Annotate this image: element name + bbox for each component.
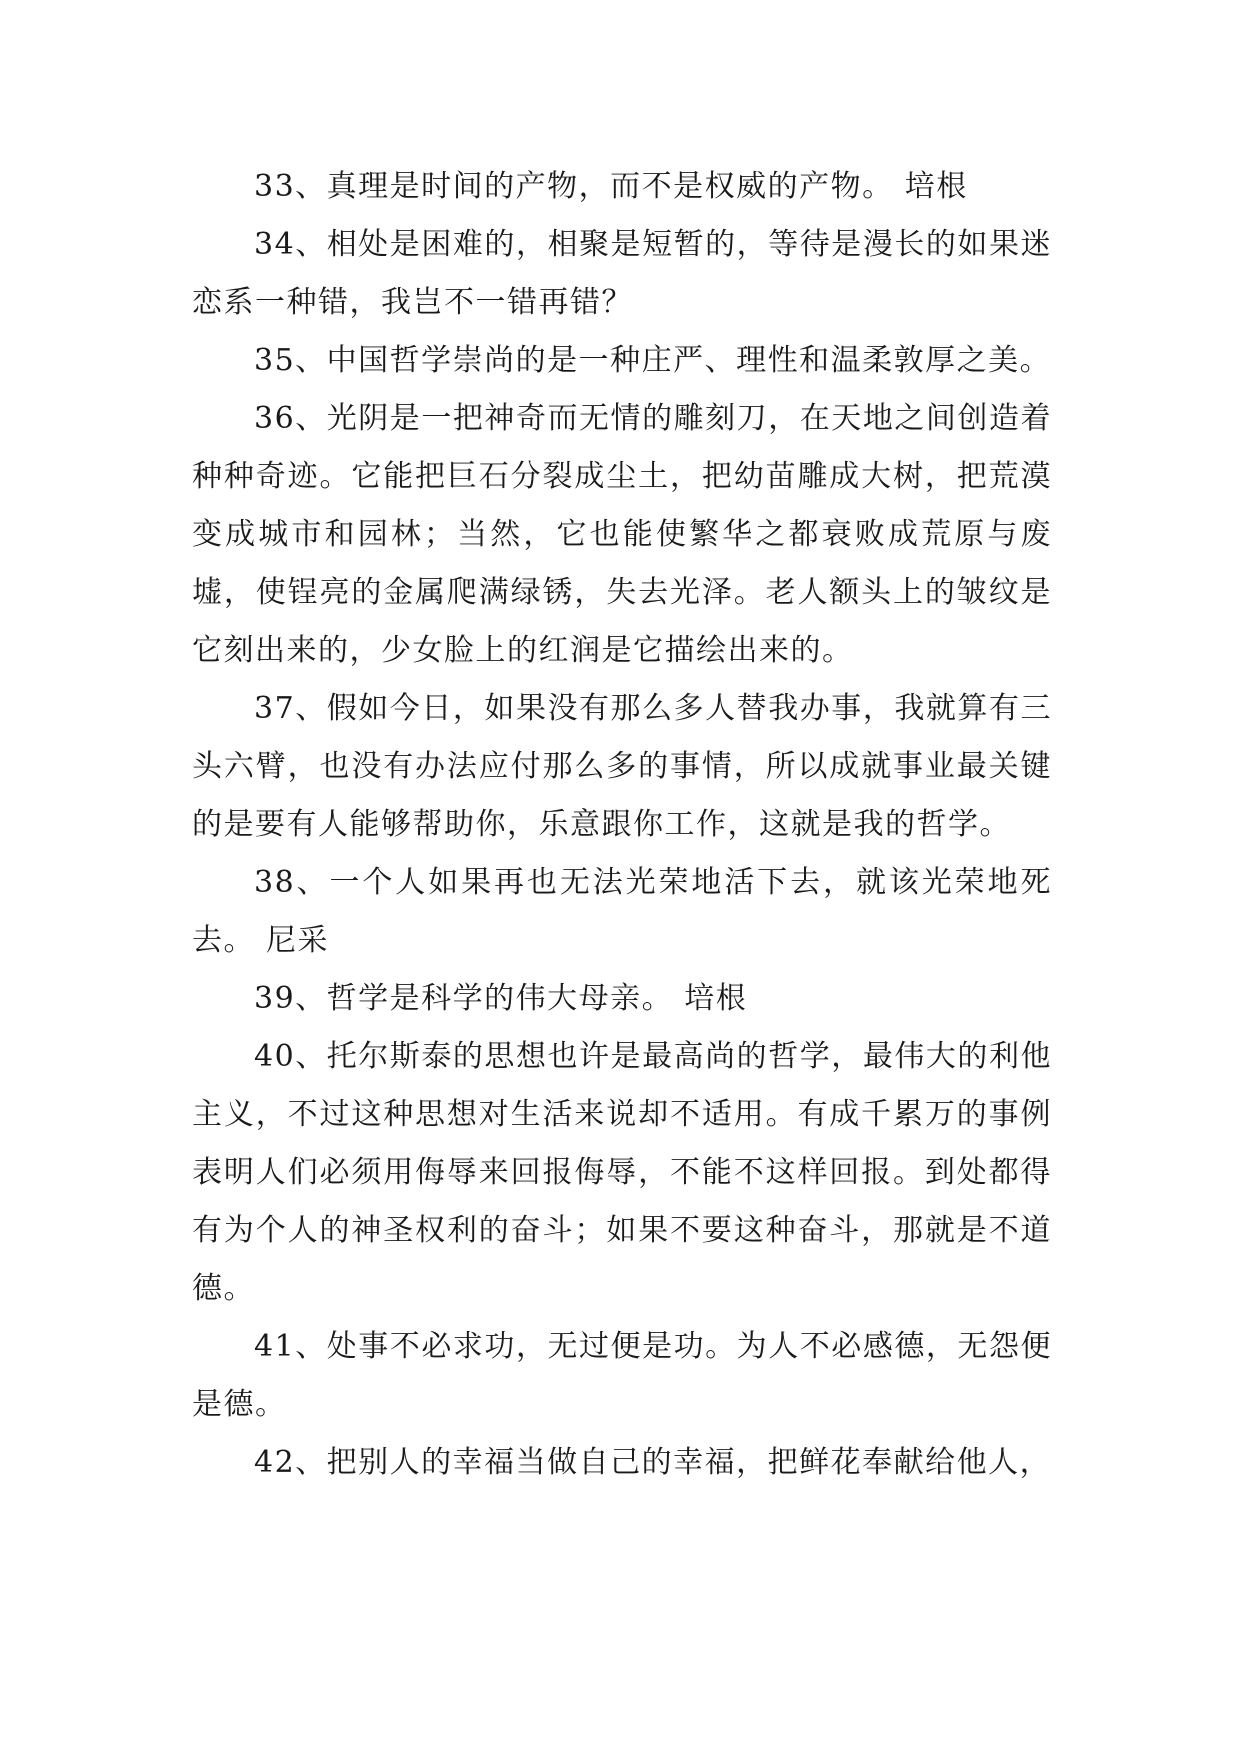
document-body (192, 158, 1052, 1492)
quote-paragraph-37: 37、假如今日，如果没有那么多人替我办事，我就算有三头六臂，也没有办法应付那么多的事情，所以成就事业最关键的是要有人能够帮助你，乐意跟你工作，这就是我的哲学。 (192, 691, 1052, 842)
quote-paragraph-42: 42、把别人的幸福当做自己的幸福，把鲜花奉献给他人， (254, 1445, 1052, 1480)
quote-paragraph-39: 39、哲学是科学的伟大母亲。 培根 (254, 981, 748, 1016)
quote-paragraph-40: 40、托尔斯泰的思想也许是最高尚的哲学，最伟大的利他主义，不过这种思想对生活来说却不适用。有成千累万的事例表明人们必须用侮辱来回报侮辱，不能不这样回报。到处都得有为个人的神圣权利的奋斗；如果不要这种奋斗，那就是不道德。 (192, 1039, 1052, 1306)
quote-paragraph-33: 33、真理是时间的产物，而不是权威的产物。 培根 (254, 169, 968, 204)
quote-paragraph-36: 36、光阴是一把神奇而无情的雕刻刀，在天地之间创造着种种奇迹。它能把巨石分裂成尘土，把幼苗雕成大树，把荒漠变成城市和园林；当然，它也能使繁华之都衰败成荒原与废墟，使锃亮的金属爬满绿锈，失去光泽。老人额头上的皱纹是它刻出来的，少女脸上的红润是它描绘出来的。 (192, 401, 1052, 668)
quote-paragraph-35: 35、中国哲学崇尚的是一种庄严、理性和温柔敦厚之美。 (254, 343, 1052, 378)
quote-paragraph-34: 34、相处是困难的，相聚是短暂的，等待是漫长的如果迷恋系一种错，我岂不一错再错？ (192, 227, 1052, 320)
quote-paragraph-41: 41、处事不必求功，无过便是功。为人不必感德，无怨便是德。 (192, 1329, 1052, 1422)
quote-paragraph-38: 38、一个人如果再也无法光荣地活下去，就该光荣地死去。 尼采 (192, 865, 1052, 958)
